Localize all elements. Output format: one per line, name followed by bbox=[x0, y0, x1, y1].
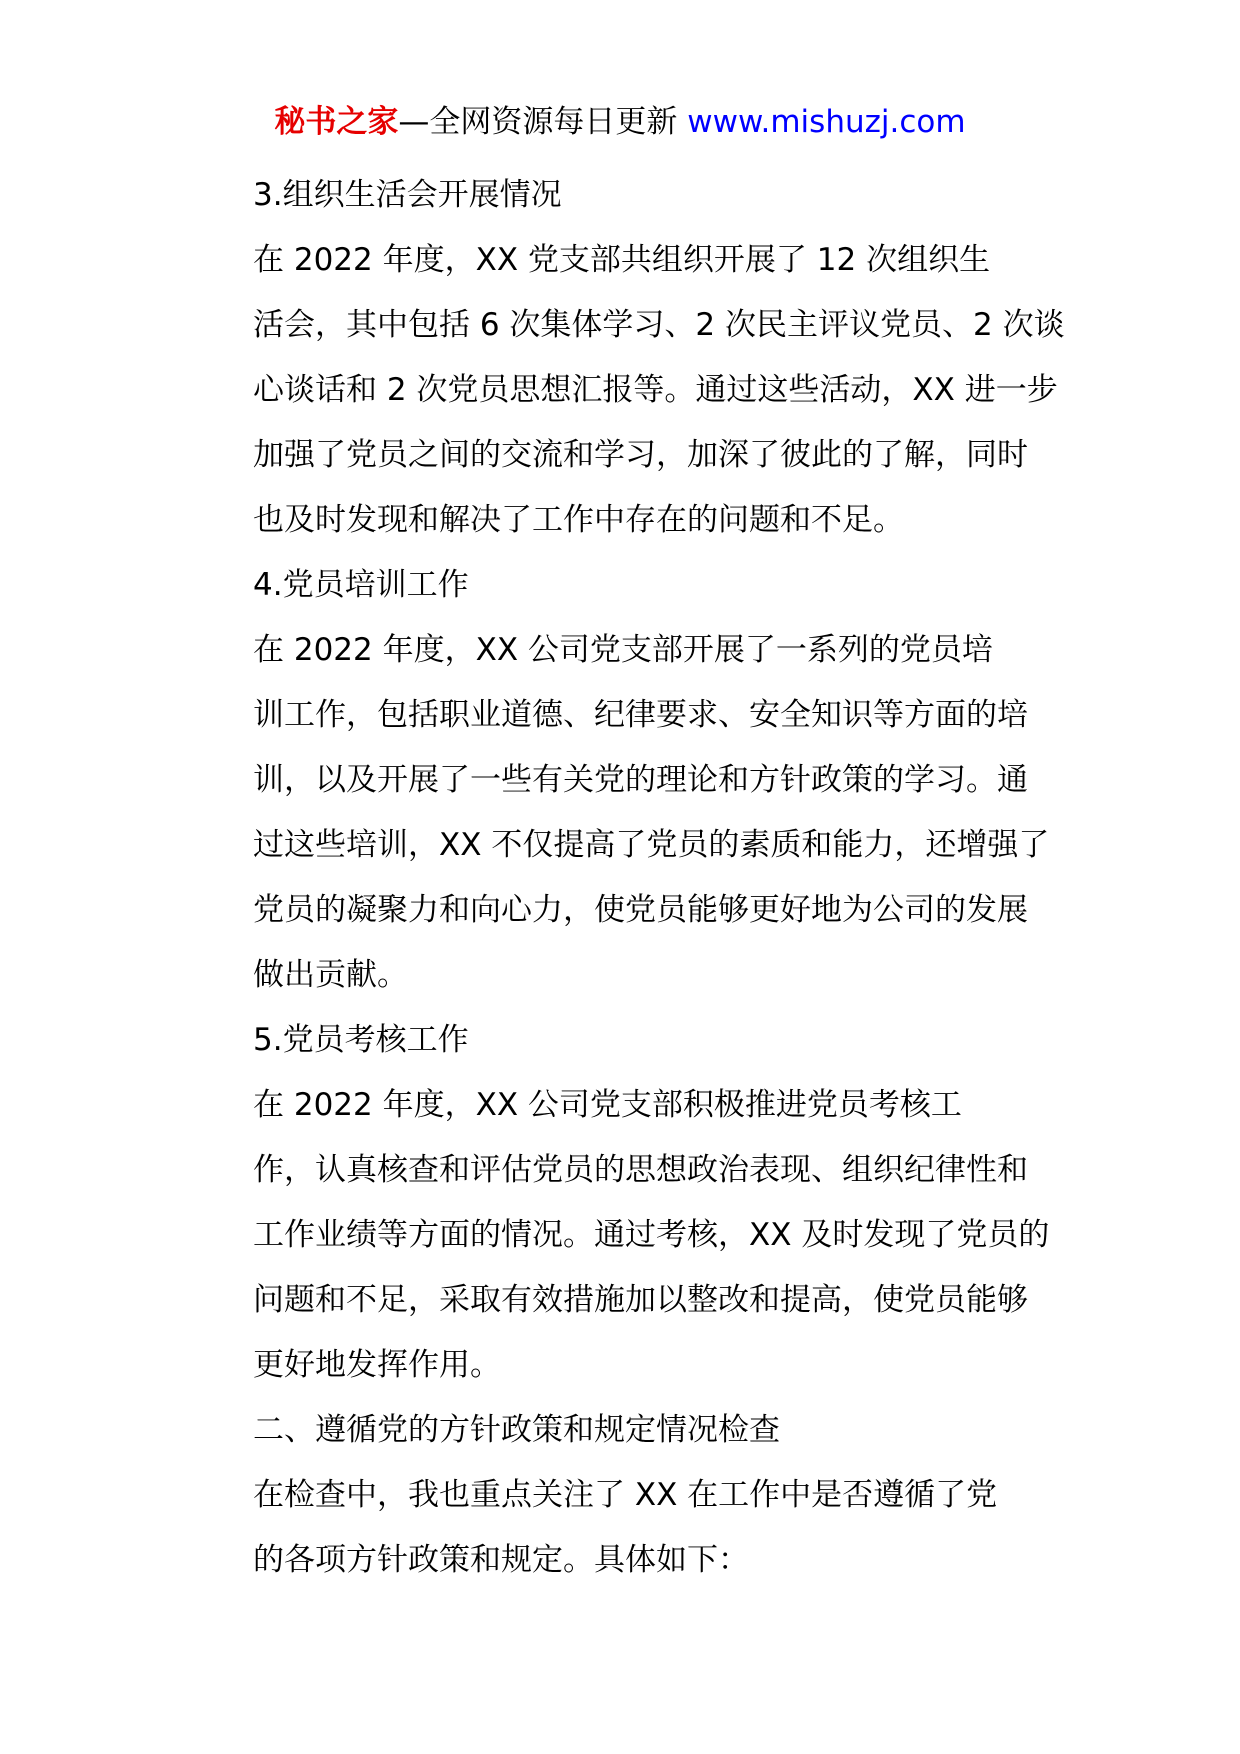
document-body bbox=[187, 163, 1065, 1593]
text-line: 党员的凝聚力和向心力，使党员能够更好地为公司的发展 bbox=[253, 892, 1028, 928]
part-2-paragraph bbox=[187, 1463, 1053, 1593]
section-3-paragraph bbox=[187, 228, 1065, 553]
site-banner bbox=[0, 100, 1240, 144]
site-url[interactable]: www.mishuzj.com bbox=[687, 104, 966, 140]
text-line: 训，以及开展了一些有关党的理论和方针政策的学习。通 bbox=[253, 762, 1028, 798]
text-line: 作，认真核查和评估党员的思想政治表现、组织纪律性和 bbox=[253, 1152, 1028, 1188]
text-line: 在 2022 年度，XX 公司党支部开展了一系列的党员培 bbox=[253, 632, 993, 668]
text-line: 工作业绩等方面的情况。通过考核，XX 及时发现了党员的 bbox=[253, 1217, 1050, 1253]
text-line: 更好地发挥作用。 bbox=[253, 1347, 501, 1383]
section-5-paragraph bbox=[187, 1073, 1053, 1398]
text-line: 在 2022 年度，XX 公司党支部积极推进党员考核工 bbox=[253, 1087, 962, 1123]
text-line: 也及时发现和解决了工作中存在的问题和不足。 bbox=[253, 502, 904, 538]
part-2-heading: 二、遵循党的方针政策和规定情况检查 bbox=[253, 1412, 780, 1448]
text-line: 训工作，包括职业道德、纪律要求、安全知识等方面的培 bbox=[253, 697, 1028, 733]
text-line: 在检查中，我也重点关注了 XX 在工作中是否遵循了党 bbox=[253, 1477, 998, 1513]
text-line: 问题和不足，采取有效措施加以整改和提高，使党员能够 bbox=[253, 1282, 1028, 1318]
section-heading-4: 4.党员培训工作 bbox=[253, 567, 469, 603]
text-line: 在 2022 年度，XX 党支部共组织开展了 12 次组织生 bbox=[253, 242, 991, 278]
text-line: 活会，其中包括 6 次集体学习、2 次民主评议党员、2 次谈 bbox=[253, 307, 1065, 343]
text-line: 的各项方针政策和规定。具体如下： bbox=[253, 1542, 749, 1578]
brand-tagline: —全网资源每日更新 bbox=[398, 104, 688, 140]
section-heading-5: 5.党员考核工作 bbox=[253, 1022, 469, 1058]
brand-name: 秘书之家 bbox=[274, 104, 399, 140]
text-line: 加强了党员之间的交流和学习，加深了彼此的了解，同时 bbox=[253, 437, 1028, 473]
text-line: 做出贡献。 bbox=[253, 957, 408, 993]
text-line: 心谈话和 2 次党员思想汇报等。通过这些活动，XX 进一步 bbox=[253, 372, 1058, 408]
text-line: 过这些培训，XX 不仅提高了党员的素质和能力，还增强了 bbox=[253, 827, 1050, 863]
section-heading-3: 3.组织生活会开展情况 bbox=[253, 177, 562, 213]
section-4-paragraph bbox=[187, 618, 1053, 1008]
